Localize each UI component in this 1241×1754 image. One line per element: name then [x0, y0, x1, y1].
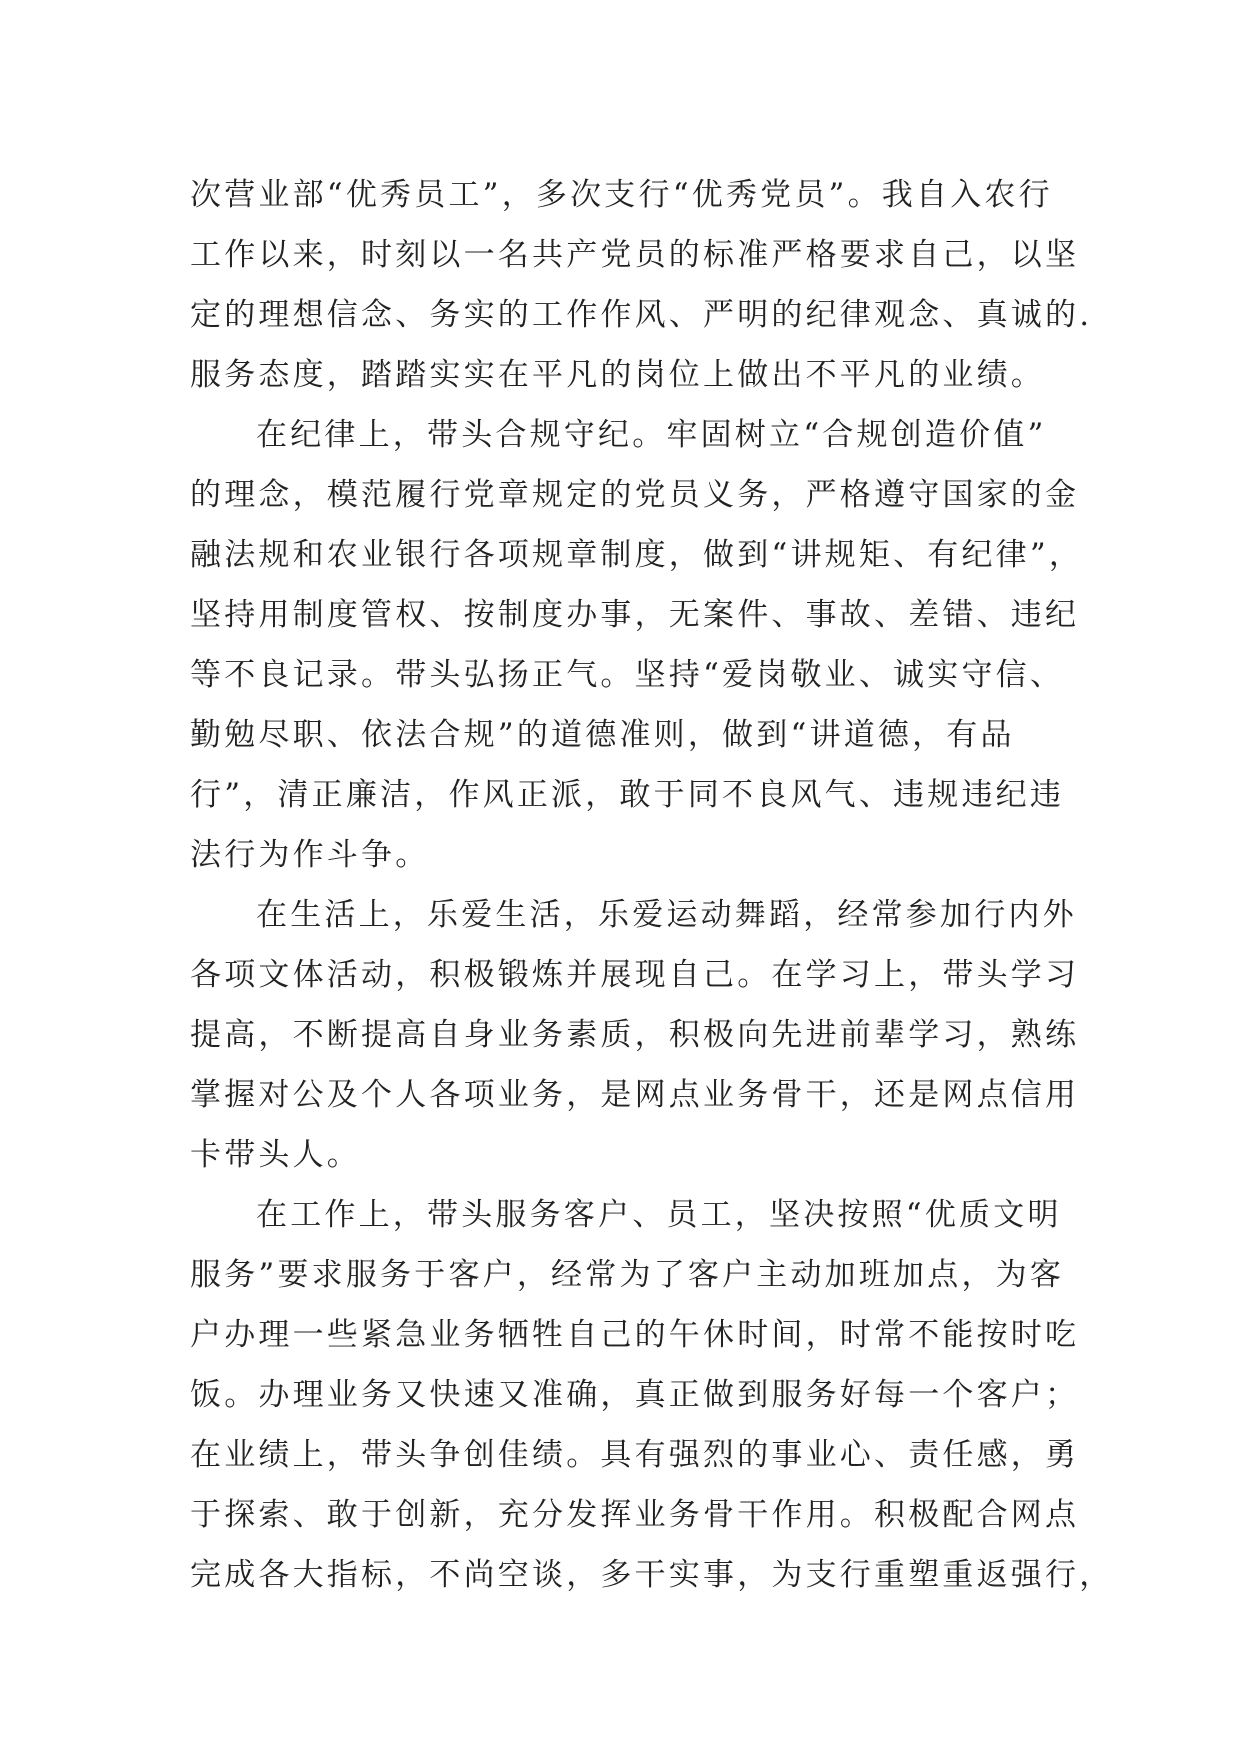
- text-line: 融法规和农业银行各项规章制度，做到“讲规矩、有纪律”，: [190, 537, 1084, 573]
- text-line: 于探索、敢于创新，充分发挥业务骨干作用。积极配合网点: [190, 1497, 1080, 1533]
- text-line: 卡带头人。: [190, 1137, 361, 1173]
- text-line: 各项文体活动，积极锻炼并展现自己。在学习上，带头学习: [190, 957, 1080, 993]
- document-body: [190, 165, 1114, 1605]
- paragraph-start-line: 在工作上，带头服务客户、员工，坚决按照“优质文明: [256, 1197, 1062, 1233]
- text-line: 次营业部“优秀员工”，多次支行“优秀党员”。我自入农行: [190, 177, 1053, 213]
- text-line: 的理念，模范履行党章规定的党员义务，严格遵守国家的金: [190, 477, 1080, 513]
- text-line: 服务”要求服务于客户，经常为了客户主动加班加点，为客: [190, 1257, 1065, 1293]
- paragraph-start-line: 在纪律上，带头合规守纪。牢固树立“合规创造价值”: [256, 417, 1047, 453]
- text-line: 服务态度，踏踏实实在平凡的岗位上做出不平凡的业绩。: [190, 357, 1045, 393]
- text-line: 提高，不断提高自身业务素质，积极向先进前辈学习，熟练: [190, 1017, 1080, 1053]
- text-line: 饭。办理业务又快速又准确，真正做到服务好每一个客户；: [190, 1377, 1080, 1413]
- text-line: 法行为作斗争。: [190, 837, 430, 873]
- text-line: 掌握对公及个人各项业务，是网点业务骨干，还是网点信用: [190, 1077, 1080, 1113]
- text-line: 定的理想信念、务实的工作作风、严明的纪律观念、真诚的.: [190, 297, 1093, 333]
- text-line: 等不良记录。带头弘扬正气。坚持“爱岗敬业、诚实守信、: [190, 657, 1065, 693]
- paragraph-start-line: 在生活上，乐爱生活，乐爱运动舞蹈，经常参加行内外: [256, 897, 1077, 933]
- text-line: 行”，清正廉洁，作风正派，敢于同不良风气、违规违纪违: [190, 777, 1065, 813]
- text-line: 工作以来，时刻以一名共产党员的标准严格要求自己，以坚: [190, 237, 1080, 273]
- text-line: 在业绩上，带头争创佳绩。具有强烈的事业心、责任感，勇: [190, 1437, 1080, 1473]
- text-line: 户办理一些紧急业务牺牲自己的午休时间，时常不能按时吃: [190, 1317, 1080, 1353]
- text-line: 坚持用制度管权、按制度办事，无案件、事故、差错、违纪: [190, 597, 1080, 633]
- text-line: 完成各大指标，不尚空谈，多干实事，为支行重塑重返强行，: [190, 1557, 1114, 1593]
- text-line: 勤勉尽职、依法合规”的道德准则，做到“讲道德，有品: [190, 717, 1015, 753]
